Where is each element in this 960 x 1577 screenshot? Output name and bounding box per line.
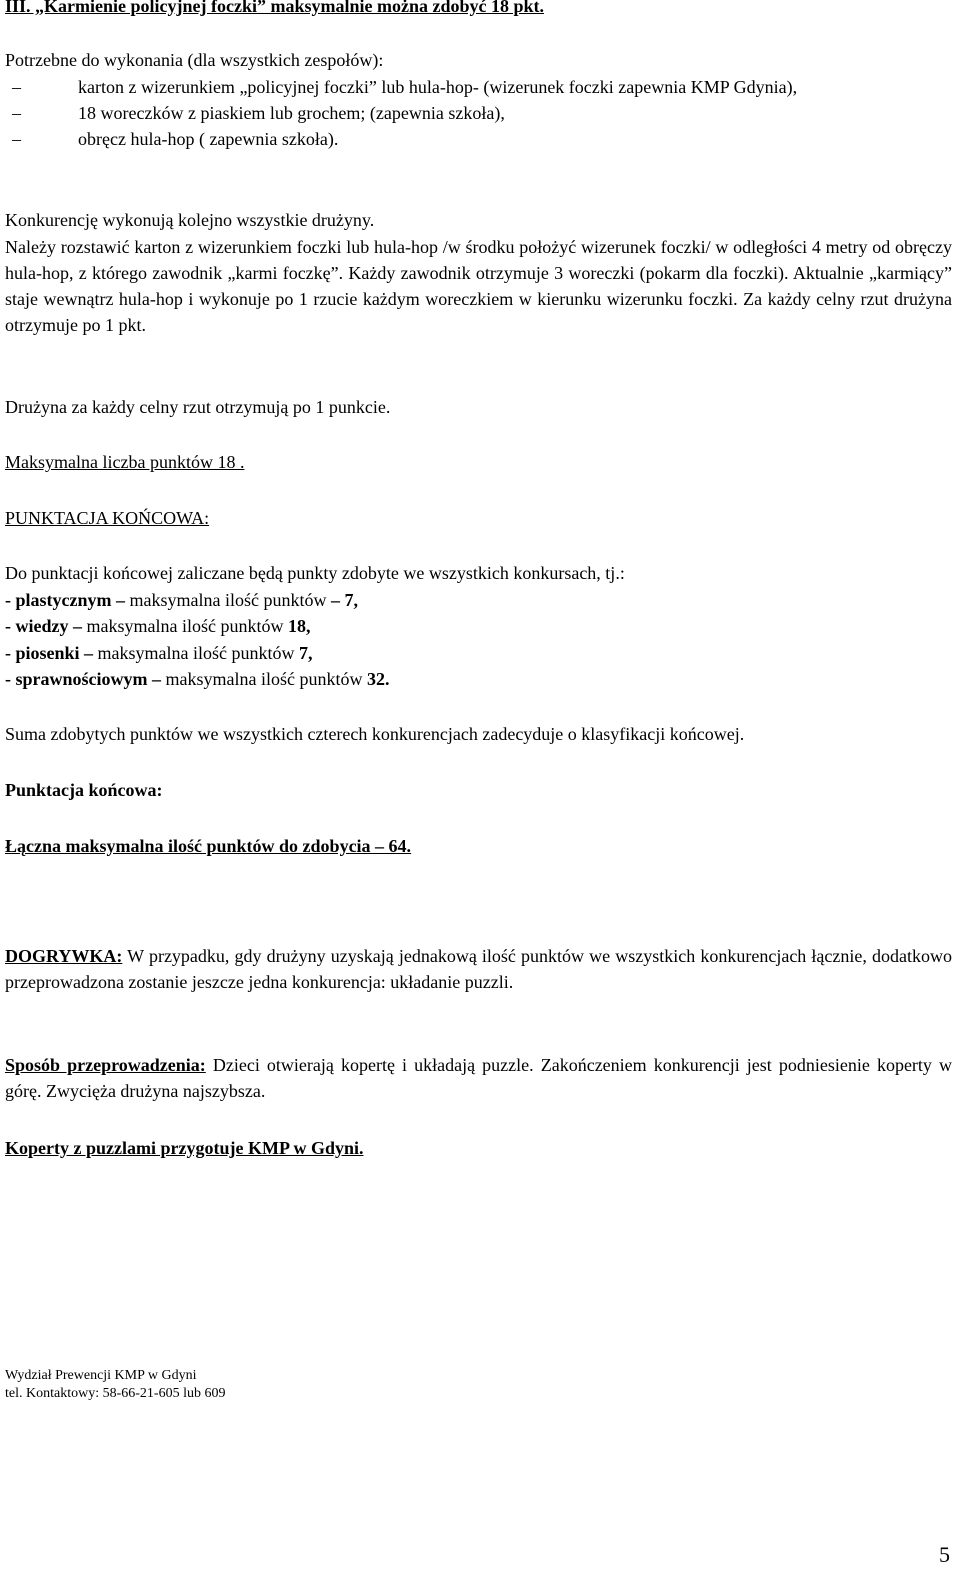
scoring-item-category: - wiedzy – bbox=[5, 616, 82, 636]
scoring-item-category: - sprawnościowym – bbox=[5, 669, 161, 689]
scoring-item-text: maksymalna ilość punktów bbox=[81, 616, 288, 636]
list-item bbox=[5, 74, 952, 100]
final-scoring-intro: Do punktacji końcowej zaliczane będą punkty zdobyte we wszystkich konkursach, tj.: bbox=[5, 563, 625, 583]
page-number: 5 bbox=[939, 1542, 950, 1567]
scoring-item-category: - plastycznym – bbox=[5, 590, 125, 610]
team-points-note: Drużyna za każdy celny rzut otrzymują po 1 punkcie. bbox=[5, 397, 391, 417]
final-scoring-heading: PUNKTACJA KOŃCOWA: bbox=[5, 508, 210, 528]
section-heading: III. „Karmienie policyjnej foczki” maksymalnie można zdobyć 18 pkt. bbox=[5, 0, 544, 16]
method-label: Sposób przeprowadzenia: bbox=[5, 1055, 206, 1075]
scoring-item-points: 7, bbox=[299, 643, 313, 663]
sum-sentence: Suma zdobytych punktów we wszystkich czterech konkurencjach zadecyduje o klasyfikacji końcowej. bbox=[5, 724, 745, 744]
scoring-item-points: – 7, bbox=[330, 590, 358, 610]
dash-bullet: – bbox=[12, 129, 21, 149]
list-item bbox=[5, 100, 952, 126]
scoring-item-points: 18, bbox=[287, 616, 311, 636]
footer-contact: tel. Kontaktowy: 58-66-21-605 lub 609 bbox=[5, 1386, 226, 1401]
competition-description: Należy rozstawić karton z wizerunkiem foczki lub hula-hop /w środku położyć wizerunek foczki/ w odległości 4 metry od obręczy hula-hop, z którego zawodnik „karmi foczkę”. Każdy zawodnik otrzymuje 3 woreczki (pokarm dla foczki). Aktualnie „karmiący” staje wewnątrz hula-hop i wykonuje po 1 rzucie każdym woreczkiem w kierunku wizerunku foczki. Za każdy celny rzut drużyna otrzymuje po 1 pkt. bbox=[5, 237, 952, 335]
scoring-item-points: 32. bbox=[366, 669, 390, 689]
requirement-text: karton z wizerunkiem „policyjnej foczki” lub hula-hop- (wizerunek foczki zapewnia KMP Gdynia), bbox=[78, 77, 798, 97]
tiebreak-text: W przypadku, gdy drużyny uzyskają jednakową ilość punktów we wszystkich konkurencjach łącznie, dodatkowo przeprowadzona zostanie jeszcze jedna konkurencja: układanie puzzli. bbox=[5, 946, 952, 992]
scoring-item-text: maksymalna ilość punktów bbox=[125, 590, 331, 610]
scoring-item bbox=[5, 666, 952, 692]
total-max-points: Łączna maksymalna ilość punktów do zdobycia – 64. bbox=[5, 836, 412, 856]
requirements-intro: Potrzebne do wykonania (dla wszystkich zespołów): bbox=[5, 50, 384, 70]
scoring-item bbox=[5, 640, 952, 666]
scoring-item bbox=[5, 587, 952, 613]
envelopes-note: Koperty z puzzlami przygotuje KMP w Gdyni. bbox=[5, 1138, 364, 1158]
tiebreak-paragraph bbox=[5, 943, 952, 995]
requirement-text: obręcz hula-hop ( zapewnia szkoła). bbox=[78, 129, 339, 149]
method-paragraph bbox=[5, 1052, 952, 1104]
method-text: Dzieci otwierają kopertę i układają puzzle. Zakończeniem konkurencji jest podniesienie koperty w górę. Zwycięża drużyna najszybsza. bbox=[5, 1055, 953, 1101]
scoring-item bbox=[5, 613, 952, 639]
requirement-text: 18 woreczków z piaskiem lub grochem; (zapewnia szkoła), bbox=[78, 103, 505, 123]
tiebreak-label: DOGRYWKA: bbox=[5, 946, 123, 966]
list-item bbox=[5, 126, 952, 152]
competition-order: Konkurencję wykonują kolejno wszystkie drużyny. bbox=[5, 210, 375, 230]
requirements-list bbox=[5, 74, 952, 152]
final-scoring-label: Punktacja końcowa: bbox=[5, 780, 163, 800]
dash-bullet: – bbox=[12, 103, 21, 123]
footer-department: Wydział Prewencji KMP w Gdyni bbox=[5, 1368, 197, 1383]
scoring-item-category: - piosenki – bbox=[5, 643, 94, 663]
max-points-note: Maksymalna liczba punktów 18 . bbox=[5, 452, 245, 472]
scoring-item-text: maksymalna ilość punktów bbox=[161, 669, 367, 689]
scoring-item-text: maksymalna ilość punktów bbox=[93, 643, 300, 663]
dash-bullet: – bbox=[12, 77, 21, 97]
